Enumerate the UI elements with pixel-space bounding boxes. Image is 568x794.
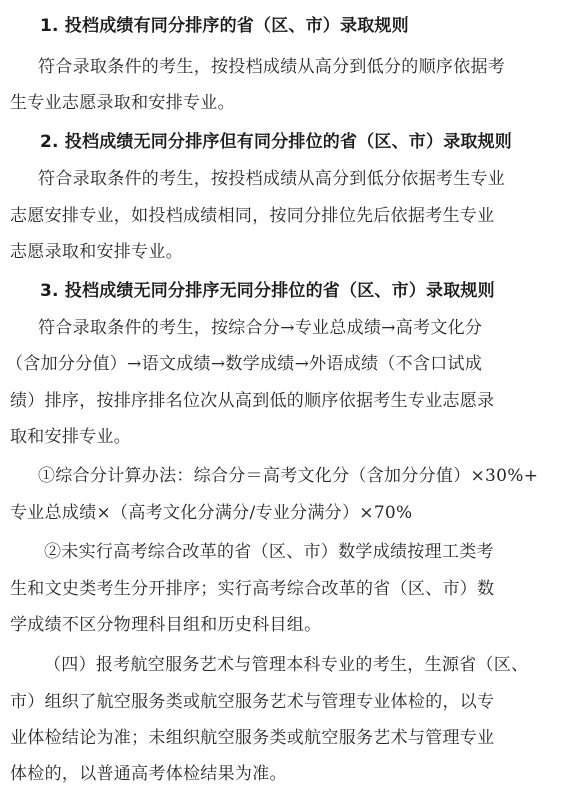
- section-1-line-2: 生专业志愿录取和安排专业。: [10, 93, 235, 113]
- section-3-line-2: （含加分分值）→语文成绩→数学成绩→外语成绩（不含口试成: [6, 354, 483, 374]
- section-3-line-3: 绩）排序，按排序排名位次从高到低的顺序依据考生专业志愿录: [10, 391, 495, 411]
- section-4-line-1: （四）报考航空服务艺术与管理本科专业的考生，生源省（区、: [44, 655, 529, 675]
- section-2-line-3: 志愿录取和安排专业。: [10, 242, 183, 262]
- section-3-line-4: 取和安排专业。: [10, 427, 132, 447]
- note-2-line-3: 学成绩不区分物理科目组和历史科目组。: [10, 615, 322, 635]
- section-4-line-3: 业体检结论为准；未组织航空服务类或航空服务艺术与管理专业: [10, 728, 495, 748]
- section-4-line-2: 市）组织了航空服务类或航空服务艺术与管理专业体检的，以专: [10, 692, 495, 712]
- note-2-line-2: 生和文史类考生分开排序；实行高考综合改革的省（区、市）数: [10, 579, 495, 599]
- note-1-line-1: ①综合分计算办法：综合分＝高考文化分（含加分分值）×30%+: [38, 466, 539, 486]
- section-1-line-1: 符合录取条件的考生，按投档成绩从高分到低分的顺序依据考: [38, 57, 506, 77]
- section-1-heading: 1. 投档成绩有同分排序的省（区、市）录取规则: [40, 16, 409, 36]
- section-3-heading: 3. 投档成绩无同分排序无同分排位的省（区、市）录取规则: [40, 281, 495, 301]
- note-1-line-2: 专业总成绩×（高考文化分满分/专业分满分）×70%: [10, 503, 413, 523]
- section-4-line-4: 体检的，以普通高考体检结果为准。: [10, 764, 287, 784]
- section-2-line-2: 志愿安排专业，如投档成绩相同，按同分排位先后依据考生专业: [10, 206, 495, 226]
- section-2-line-1: 符合录取条件的考生，按投档成绩从高分到低分依据考生专业: [38, 169, 506, 189]
- section-2-heading: 2. 投档成绩无同分排序但有同分排位的省（区、市）录取规则: [40, 132, 513, 152]
- note-2-line-1: ②未实行高考综合改革的省（区、市）数学成绩按理工类考: [44, 542, 494, 562]
- section-3-line-1: 符合录取条件的考生，按综合分→专业总成绩→高考文化分: [38, 318, 483, 338]
